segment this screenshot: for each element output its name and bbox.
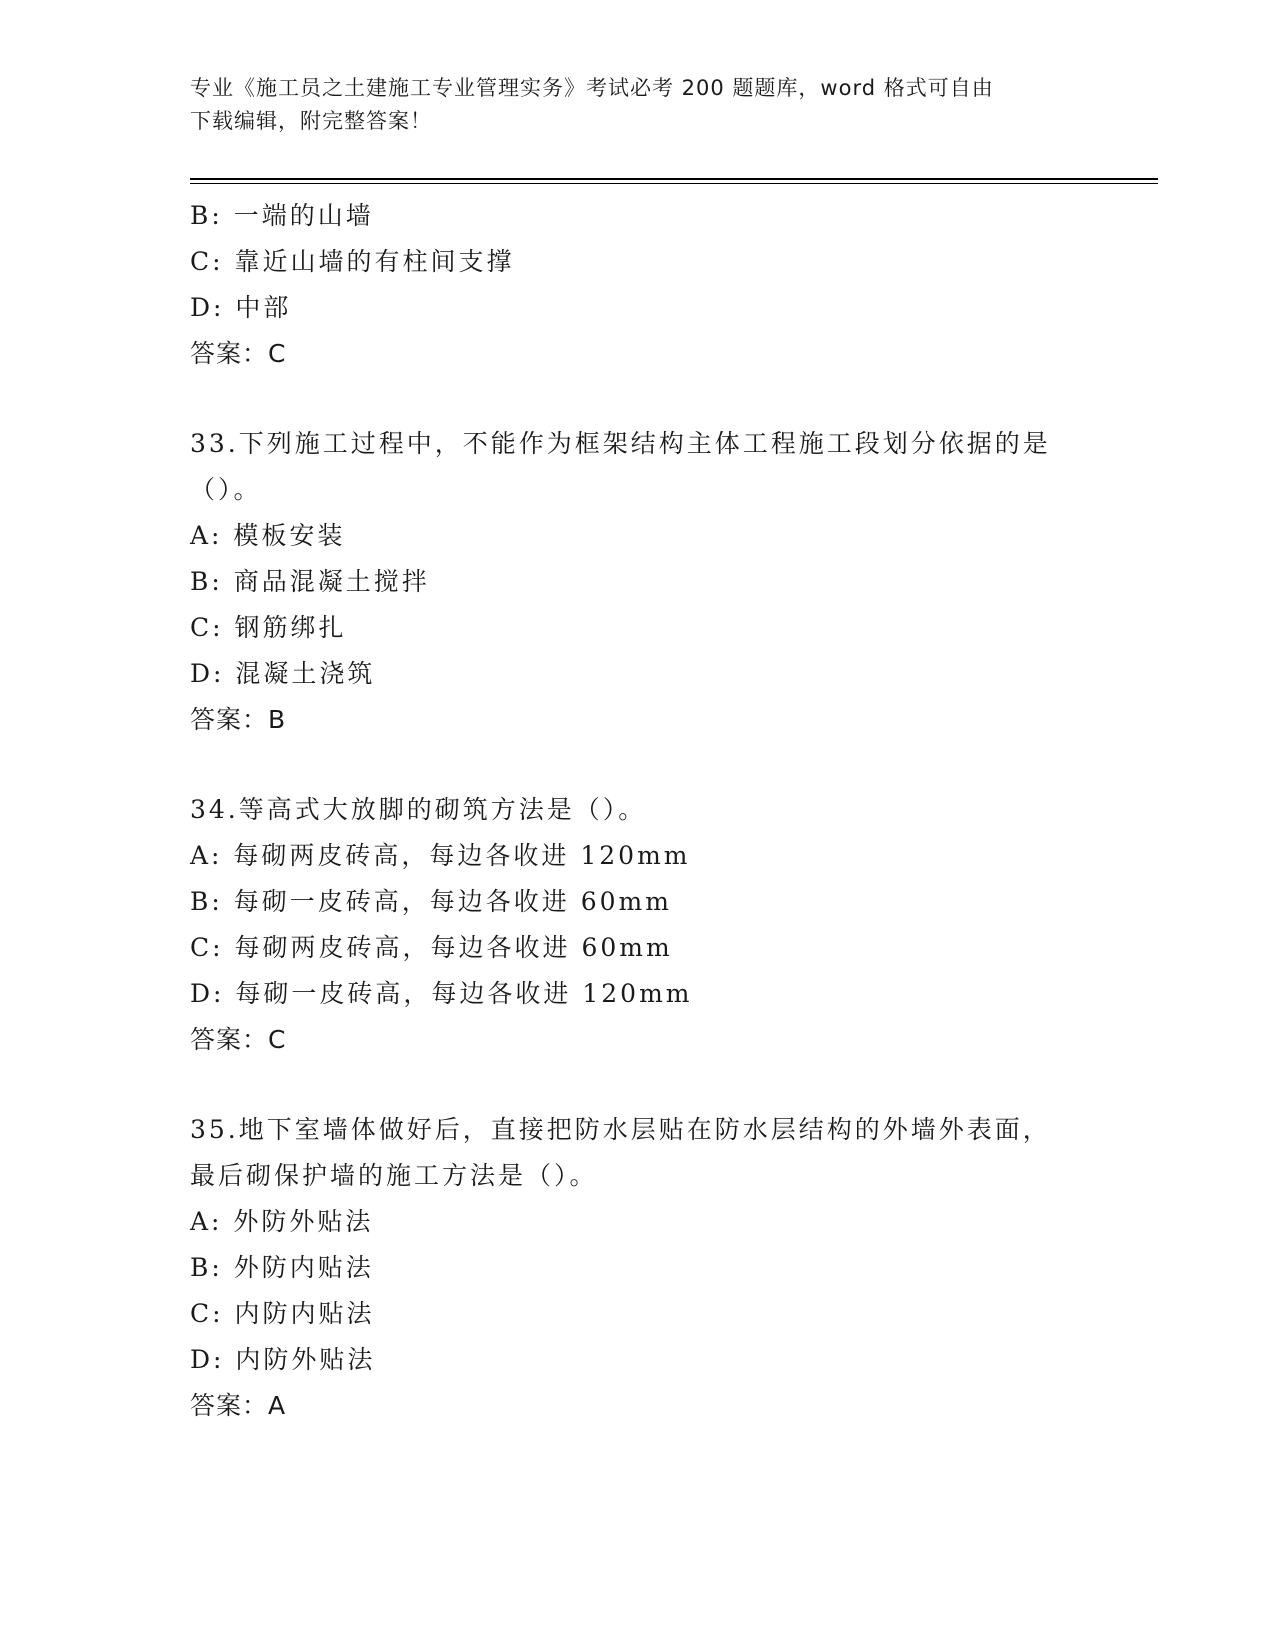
option-c: C: 内防内贴法 (190, 1299, 375, 1328)
header-rule-thin (190, 183, 1158, 184)
question-32-continued (190, 193, 1090, 377)
header-line-2: 下载编辑，附完整答案！ (190, 109, 432, 133)
option-b: B: 每砌一皮砖高，每边各收进 60mm (190, 887, 672, 916)
question-text-line-1: 33.下列施工过程中，不能作为框架结构主体工程施工段划分依据的是 (190, 429, 1051, 458)
question-text-line-2: 最后砌保护墙的施工方法是（）。 (190, 1161, 598, 1190)
option-a: A: 外防外贴法 (190, 1207, 374, 1236)
option-d: D: 中部 (190, 293, 292, 322)
question-text-line-2: （）。 (190, 475, 262, 504)
answer-line: 答案：B (190, 705, 287, 734)
option-a: A: 每砌两皮砖高，每边各收进 120mm (190, 841, 691, 870)
option-b: B: 一端的山墙 (190, 201, 374, 230)
option-d: D: 每砌一皮砖高，每边各收进 120mm (190, 979, 693, 1008)
question-content (190, 193, 1090, 1429)
header-rule-thick (190, 178, 1158, 180)
option-d: D: 内防外贴法 (190, 1345, 376, 1374)
question-35 (190, 1107, 1090, 1429)
option-c: C: 每砌两皮砖高，每边各收进 60mm (190, 933, 673, 962)
option-d: D: 混凝土浇筑 (190, 659, 376, 688)
answer-line: 答案：C (190, 1025, 287, 1054)
option-c: C: 钢筋绑扎 (190, 613, 347, 642)
document-header (190, 72, 1090, 138)
answer-line: 答案：C (190, 339, 287, 368)
option-a: A: 模板安装 (190, 521, 346, 550)
question-text-line-1: 35.地下室墙体做好后，直接把防水层贴在防水层结构的外墙外表面， (190, 1115, 1051, 1144)
answer-line: 答案：A (190, 1391, 287, 1420)
header-line-1: 专业《施工员之土建施工专业管理实务》考试必考 200 题题库，word 格式可自由 (190, 76, 994, 100)
option-c: C: 靠近山墙的有柱间支撑 (190, 247, 515, 276)
option-b: B: 商品混凝土搅拌 (190, 567, 430, 596)
option-b: B: 外防内贴法 (190, 1253, 374, 1282)
question-34 (190, 787, 1090, 1063)
question-33 (190, 421, 1090, 743)
question-text-line-1: 34.等高式大放脚的砌筑方法是（）。 (190, 795, 647, 824)
